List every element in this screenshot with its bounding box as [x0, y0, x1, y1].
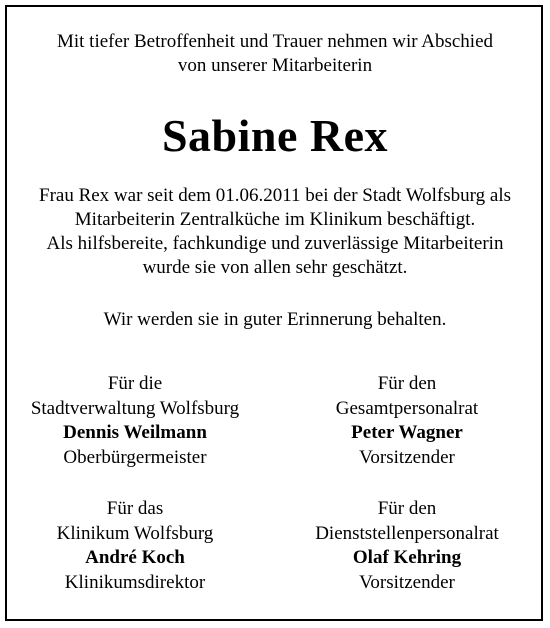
- signature-block-hospital: [10, 497, 260, 595]
- body-line: Mitarbeiterin Zentralküche im Klinikum beschäftigt.: [74, 209, 476, 230]
- signature-organization: Klinikum Wolfsburg: [56, 522, 214, 544]
- signature-role: Oberbürgermeister: [63, 446, 207, 468]
- signature-person: Olaf Kehring: [352, 547, 462, 568]
- signature-prefix: Für den: [377, 373, 437, 394]
- signature-prefix: Für die: [107, 373, 163, 394]
- signature-role: Klinikumsdirektor: [64, 571, 206, 593]
- intro-text: [0, 30, 550, 78]
- body-line: Als hilfsbereite, fachkundige und zuverlässige Mitarbeiterin: [46, 233, 504, 254]
- signature-organization: Stadtverwaltung Wolfsburg: [30, 397, 240, 419]
- signature-prefix: Für den: [377, 498, 437, 519]
- intro-line: Mit tiefer Betroffenheit und Trauer nehmen wir Abschied: [56, 31, 494, 52]
- deceased-name: Sabine Rex: [161, 110, 389, 161]
- body-line: wurde sie von allen sehr geschätzt.: [142, 257, 408, 278]
- body-text: [0, 184, 550, 280]
- signature-organization: Gesamtpersonalrat: [335, 397, 479, 419]
- signature-prefix: Für das: [106, 498, 164, 519]
- signature-block-department-council: [282, 497, 532, 595]
- intro-line: von unserer Mitarbeiterin: [177, 55, 373, 76]
- signature-organization: Dienststellenpersonalrat: [315, 522, 499, 544]
- signature-role: Vorsitzender: [359, 571, 455, 593]
- signature-person: Dennis Weilmann: [63, 422, 207, 443]
- signature-person: Peter Wagner: [351, 422, 463, 443]
- signature-block-staff-council: [282, 372, 532, 470]
- signature-block-city: [10, 372, 260, 470]
- signature-person: André Koch: [85, 547, 185, 568]
- body-line: Frau Rex war seit dem 01.06.2011 bei der Stadt Wolfsburg als: [39, 185, 511, 206]
- closing-text: Wir werden sie in guter Erinnerung behalten.: [103, 309, 447, 330]
- signature-role: Vorsitzender: [359, 446, 455, 468]
